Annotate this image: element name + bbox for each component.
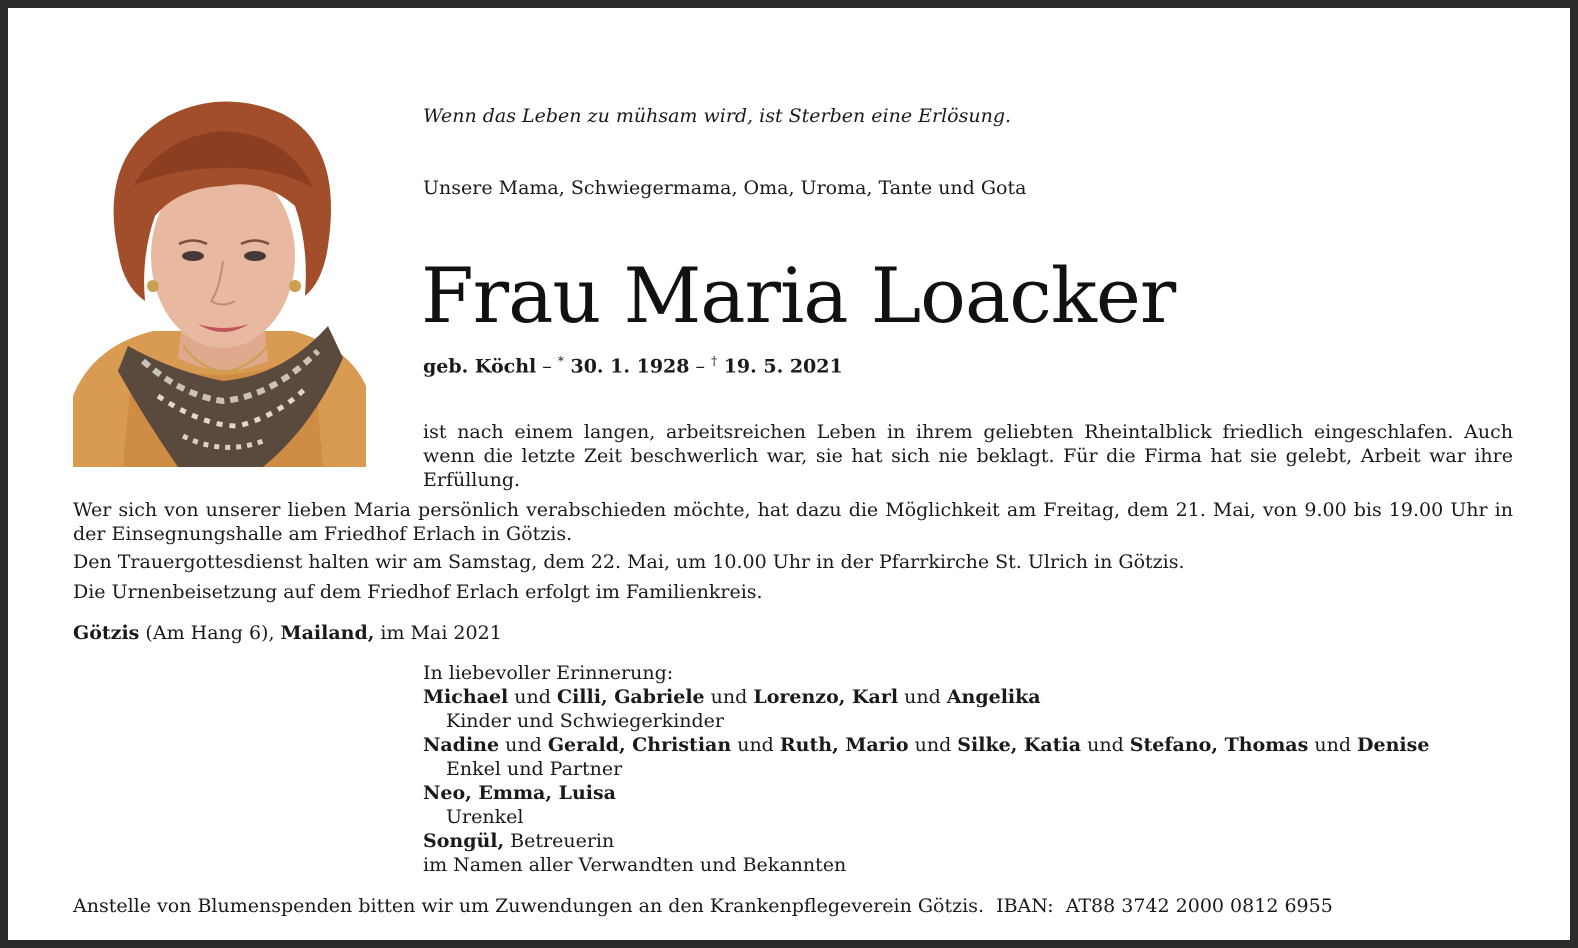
- place-date: im Mai 2021: [374, 622, 502, 644]
- funeral-service-line: Den Trauergottesdienst halten wir am Samstag, dem 22. Mai, um 10.00 Uhr in der Pfarrkirche St. Ulrich in Götzis.: [73, 551, 1185, 573]
- conjunction: und: [731, 734, 780, 756]
- mourner-name: Ruth, Mario: [779, 734, 909, 756]
- grandchildren-label: Enkel und Partner: [446, 758, 623, 780]
- conjunction: und: [704, 686, 754, 708]
- mourner-name: Gerald, Christian: [547, 734, 732, 756]
- urn-burial-line: Die Urnenbeisetzung auf dem Friedhof Erlach erfolgt im Familienkreis.: [73, 581, 763, 603]
- farewell-paragraph: Wer sich von unserer lieben Maria persönlich verabschieden möchte, hat dazu die Möglichkeit am Freitag, dem 21. Mai, von 9.00 bis 19.00 Uhr in der Einsegnungshalle am Friedhof Erlach in Götzis.: [73, 499, 1513, 545]
- life-dates: [423, 349, 843, 378]
- mourner-name: Michael: [423, 686, 509, 708]
- birth-date: 30. 1. 1928: [563, 355, 690, 378]
- grandchildren-names: [423, 733, 1429, 757]
- life-paragraph: ist nach einem langen, arbeitsreichen Leben in ihrem geliebten Rheintalblick friedlich eingeschlafen. Auch wenn die letzte Zeit beschwerlich war, sie hat sich nie beklagt. Für die Firma hat sie gelebt, Arbeit war ihre Erfüllung.: [423, 421, 1513, 491]
- mourner-name: Angelika: [946, 686, 1041, 708]
- place-city-2: Mailand,: [280, 622, 375, 644]
- carer-line: [423, 829, 1429, 853]
- dates-separator: –: [689, 355, 712, 378]
- greatgrandchildren-names: Neo, Emma, Luisa: [423, 782, 616, 804]
- carer-name: Songül,: [423, 830, 505, 852]
- death-date: 19. 5. 2021: [717, 355, 843, 378]
- portrait-photo: [73, 96, 366, 467]
- mourner-name: Silke, Katia: [957, 734, 1082, 756]
- mourner-name: Nadine: [423, 734, 500, 756]
- birth-mark: *: [557, 354, 564, 368]
- mourner-name: Stefano, Thomas: [1129, 734, 1309, 756]
- mourner-name: Denise: [1357, 734, 1430, 756]
- greatgrandchildren-label: Urenkel: [446, 806, 524, 828]
- conjunction: und: [1308, 734, 1358, 756]
- mourner-name: Lorenzo, Karl: [753, 686, 899, 708]
- mourner-name: Cilli, Gabriele: [556, 686, 705, 708]
- donation-note: Anstelle von Blumenspenden bitten wir um Zuwendungen an den Krankenpflegeverein Götzis. IBAN: AT88 3742 2000 0812 6955: [73, 895, 1333, 917]
- conjunction: und: [1081, 734, 1130, 756]
- mourners-list: [423, 661, 1429, 877]
- place-city: Götzis: [73, 622, 140, 644]
- intro-line: Unsere Mama, Schwiegermama, Oma, Uroma, Tante und Gota: [423, 177, 1027, 199]
- conjunction: und: [508, 686, 557, 708]
- closing-line: im Namen aller Verwandten und Bekannten: [423, 854, 847, 876]
- place-and-date: [73, 621, 502, 645]
- epigraph-quote: Wenn das Leben zu mühsam wird, ist Sterben eine Erlösung.: [423, 105, 1012, 127]
- conjunction: und: [898, 686, 947, 708]
- conjunction: und: [908, 734, 958, 756]
- maiden-name: geb. Köchl: [423, 355, 537, 378]
- conjunction: und: [499, 734, 548, 756]
- children-names: [423, 685, 1429, 709]
- dates-separator: –: [536, 355, 558, 378]
- mourners-heading: In liebevoller Erinnerung:: [423, 662, 674, 684]
- deceased-name: Frau Maria Loacker: [421, 251, 1176, 340]
- children-label: Kinder und Schwiegerkinder: [446, 710, 724, 732]
- place-address: (Am Hang 6),: [139, 622, 281, 644]
- death-mark: †: [711, 354, 718, 368]
- carer-role: Betreuerin: [504, 830, 615, 852]
